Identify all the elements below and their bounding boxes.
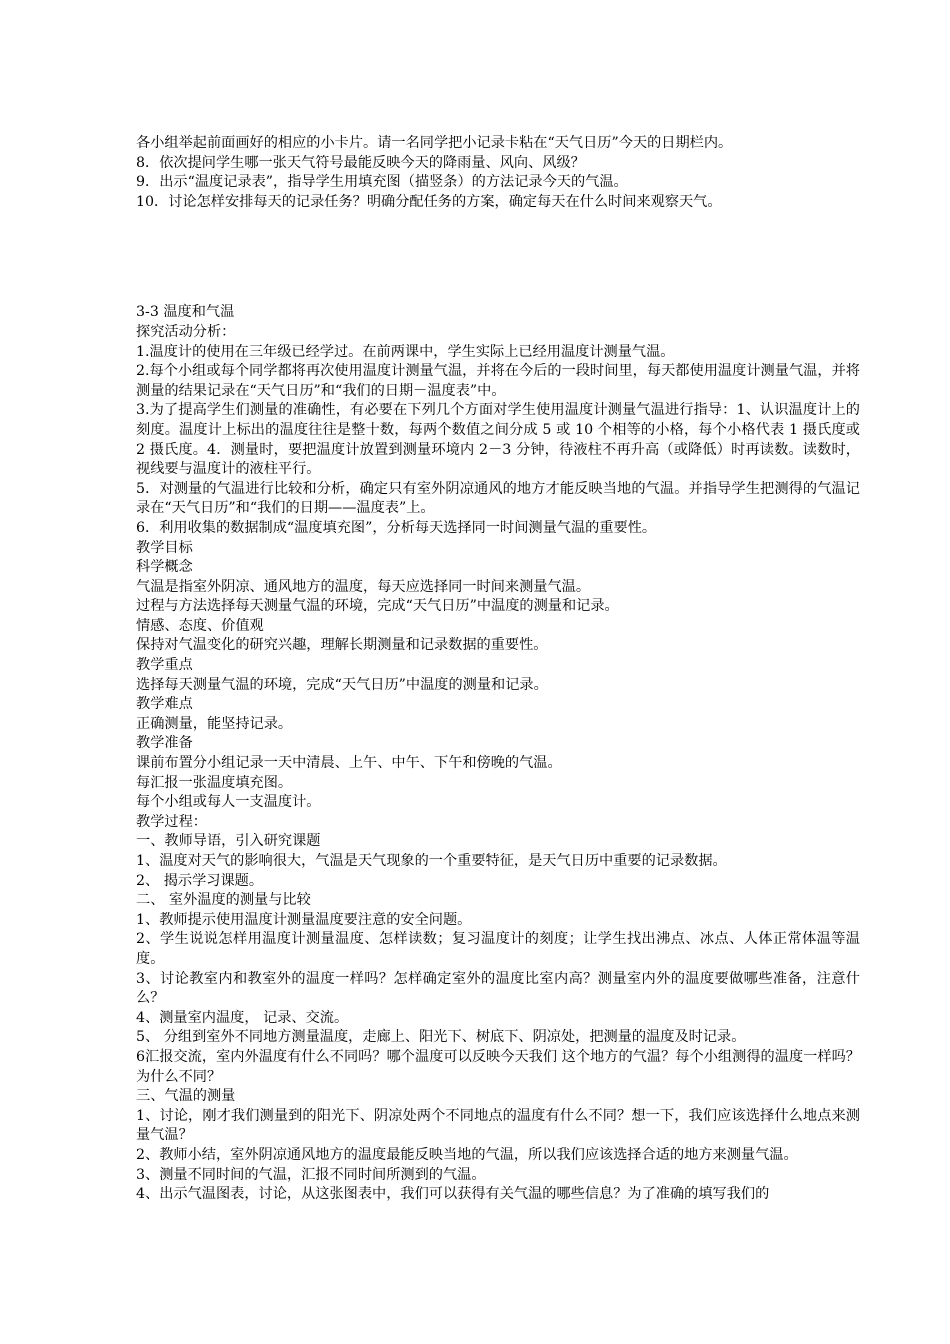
paragraph: 5．对测量的气温进行比较和分析，确定只有室外阴凉通风的地方才能反映当地的气温。并指导学生把测得的气温记录在“天气日历”和“我们的日期——温度表”上。 bbox=[136, 480, 860, 517]
paragraph: 2、学生说说怎样用温度计测量温度、怎样读数；复习温度计的刻度；让学生找出沸点、冰点、人体正常体温等温度。 bbox=[136, 931, 860, 967]
paragraph: 教学过程： bbox=[136, 813, 207, 830]
paragraph: 每汇报一张温度填充图。 bbox=[136, 774, 293, 791]
paragraph: 过程与方法选择每天测量气温的环境，完成“天气日历”中温度的测量和记录。 bbox=[136, 598, 619, 615]
section-title: 3-3 温度和气温 bbox=[136, 304, 235, 321]
document-page bbox=[136, 134, 860, 1205]
paragraph: 1、讨论，刚才我们测量到的阳光下、阴凉处两个不同地点的温度有什么不同？想一下，我们应该选择什么地点来测量气温？ bbox=[136, 1107, 860, 1144]
paragraph: 1.温度计的使用在三年级已经学过。在前两课中，学生实际上已经用温度计测量气温。 bbox=[136, 343, 675, 360]
paragraph: 10．讨论怎样安排每天的记录任务？明确分配任务的方案，确定每天在什么时间来观察天气。 bbox=[136, 193, 722, 210]
paragraph: 保持对气温变化的研究兴趣，理解长期测量和记录数据的重要性。 bbox=[136, 637, 548, 654]
paragraph: 各小组举起前面画好的相应的小卡片。请一名同学把小记录卡粘在“天气日历”今天的日期栏内。 bbox=[136, 135, 733, 151]
paragraph: 每个小组或每人一支温度计。 bbox=[136, 794, 321, 811]
paragraph: 课前布置分小组记录一天中清晨、上午、中午、下午和傍晚的气温。 bbox=[136, 755, 562, 772]
paragraph: 教学难点 bbox=[136, 696, 193, 713]
section-body bbox=[136, 323, 860, 1205]
paragraph: 4、出示气温图表，讨论，从这张图表中，我们可以获得有关气温的哪些信息？为了准确的填写我们的 bbox=[136, 1186, 770, 1203]
paragraph: 教学重点 bbox=[136, 657, 193, 674]
paragraph: 1、温度对天气的影响很大，气温是天气现象的一个重要特征，是天气日历中重要的记录数据。 bbox=[136, 853, 727, 869]
paragraph: 4、测量室内温度， 记录、交流。 bbox=[136, 1009, 349, 1026]
paragraph: 3.为了提高学生们测量的准确性，有必要在下列几个方面对学生使用温度计测量气温进行指导：1、认识温度计上的刻度。温度计上标出的温度往往是整十数，每两个数值之间分成 5 或 10 个相等的小格，每个小格代表 1 摄氏度或 2 摄氏度。4．测量时，要把温度计放置到测量环境内 2－3 分钟，待液柱不再升高（或降低）时再读数。读数时，视线要与温度计的液柱平行。 bbox=[136, 402, 860, 478]
paragraph: 2.每个小组或每个同学都将再次使用温度计测量气温，并将在今后的一段时间里，每天都使用温度计测量气温，并将测量的结果记录在“天气日历”和“我们的日期－温度表”中。 bbox=[136, 363, 860, 399]
paragraph: 2、 揭示学习课题。 bbox=[136, 872, 264, 889]
paragraph: 正确测量，能坚持记录。 bbox=[136, 715, 293, 732]
paragraph: 9．出示“温度记录表”，指导学生用填充图（描竖条）的方法记录今天的气温。 bbox=[136, 174, 628, 191]
top-block bbox=[136, 134, 860, 212]
paragraph: 2、教师小结，室外阴凉通风地方的温度最能反映当地的气温，所以我们应该选择合适的地方来测量气温。 bbox=[136, 1146, 798, 1163]
paragraph: 选择每天测量气温的环境，完成“天气日历”中温度的测量和记录。 bbox=[136, 676, 548, 693]
paragraph: 6汇报交流，室内外温度有什么不同吗？哪个温度可以反映今天我们 这个地方的气温？每个小组测得的温度一样吗？为什么不同？ bbox=[136, 1048, 860, 1085]
paragraph: 一、教师导语，引入研究课题 bbox=[136, 833, 321, 850]
paragraph: 3、测量不同时间的气温，汇报不同时间所测到的气温。 bbox=[136, 1166, 486, 1183]
paragraph: 3、讨论教室内和教室外的温度一样吗？怎样确定室外的温度比室内高？测量室内外的温度要做哪些准备，注意什么？ bbox=[136, 970, 860, 1007]
paragraph: 教学准备 bbox=[136, 735, 193, 752]
blank-gap bbox=[136, 212, 860, 303]
paragraph: 二、 室外温度的测量与比较 bbox=[136, 892, 311, 909]
paragraph: 气温是指室外阴凉、通风地方的温度，每天应选择同一时间来测量气温。 bbox=[136, 578, 591, 595]
paragraph: 1、教师提示使用温度计测量温度要注意的安全问题。 bbox=[136, 911, 472, 928]
paragraph: 5、 分组到室外不同地方测量温度，走廊上、阳光下、树底下、阴凉处，把测量的温度及时记录。 bbox=[136, 1029, 746, 1046]
paragraph: 探究活动分析： bbox=[136, 323, 236, 340]
paragraph: 科学概念 bbox=[136, 559, 193, 576]
paragraph: 6．利用收集的数据制成“温度填充图”，分析每天选择同一时间测量气温的重要性。 bbox=[136, 519, 657, 536]
paragraph: 三、气温的测量 bbox=[136, 1088, 236, 1105]
paragraph: 教学目标 bbox=[136, 539, 193, 556]
paragraph: 8．依次提问学生哪一张天气符号最能反映今天的降雨量、风向、风级？ bbox=[136, 154, 585, 171]
paragraph: 情感、态度、价值观 bbox=[136, 617, 264, 634]
section-temperature bbox=[136, 303, 860, 1204]
